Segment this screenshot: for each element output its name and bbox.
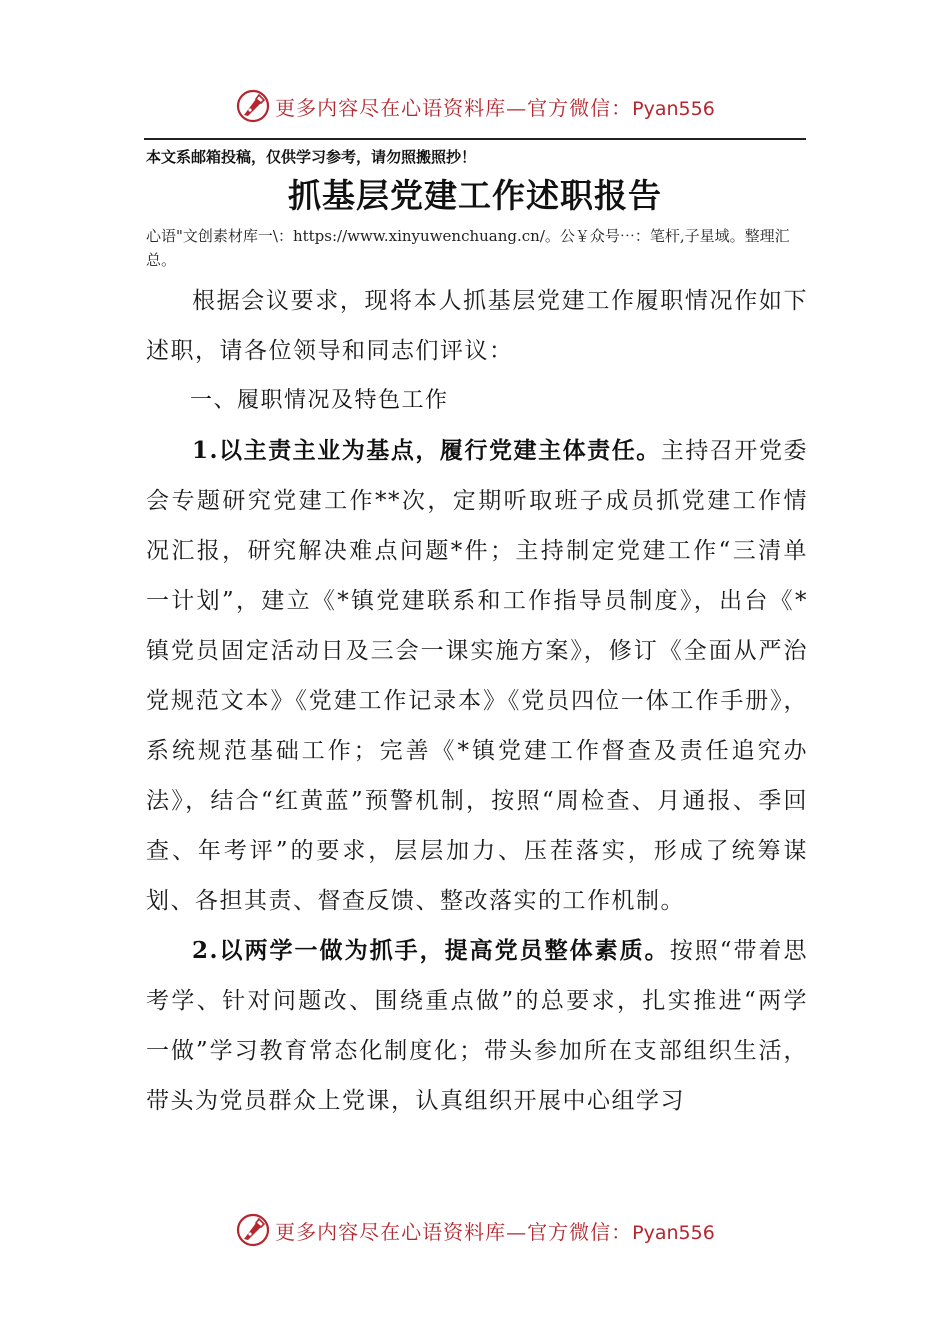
submission-notice: 本文系邮箱投稿，仅供学习参考，请勿照搬照抄！ bbox=[146, 148, 477, 166]
item-lead: 1.以主责主业为基点，履行党建主体责任。 bbox=[192, 437, 661, 464]
document-body bbox=[146, 276, 808, 1126]
item-paragraph bbox=[146, 926, 808, 1126]
banner-message: 更多内容尽在心语资料库—官方微信： bbox=[275, 95, 633, 120]
header-rule bbox=[144, 138, 806, 140]
header-banner bbox=[0, 84, 950, 128]
item-text: 按照“带着思考学、针对问题改、围绕重点做”的总要求，扎实推进“两学一做”学习教育常态化制度化；带头参加所在支部组织生活，带头为党员群众上党课，认真组织开展中心组学习 bbox=[146, 938, 808, 1114]
footer-banner bbox=[0, 1208, 950, 1252]
banner-text bbox=[275, 92, 715, 121]
wechat-handle: Pyan556 bbox=[632, 1221, 715, 1244]
item-text: 主持召开党委会专题研究党建工作**次，定期听取班子成员抓党建工作情况汇报，研究解决难点问题*件；主持制定党建工作“三清单一计划”，建立《*镇党建联系和工作指导员制度》，出台《*镇党员固定活动日及三会一课实施方案》，修订《全面从严治党规范文本》《党建工作记录本》《党员四位一体工作手册》，系统规范基础工作；完善《*镇党建工作督查及责任追究办法》，结合“红黄蓝”预警机制，按照“周检查、月通报、季回查、年考评”的要求，层层加力、压茬落实，形成了统筹谋划、各担其责、督查反馈、整改落实的工作机制。 bbox=[146, 438, 809, 914]
section-heading: 一、履职情况及特色工作 bbox=[190, 388, 449, 413]
item-lead: 2.以两学一做为抓手，提高党员整体素质。 bbox=[192, 937, 670, 964]
intro-paragraph: 根据会议要求，现将本人抓基层党建工作履职情况作如下述职，请各位领导和同志们评议： bbox=[146, 288, 808, 364]
banner-text bbox=[275, 1216, 715, 1245]
item-paragraph bbox=[146, 426, 808, 926]
pen-nib-logo-icon bbox=[235, 88, 271, 124]
wechat-handle: Pyan556 bbox=[632, 97, 715, 120]
document-title: 抓基层党建工作述职报告 bbox=[288, 176, 662, 215]
banner-message: 更多内容尽在心语资料库—官方微信： bbox=[275, 1219, 633, 1244]
source-line: 心语"文创素材库一\：https://www.xinyuwenchuang.cn/。公￥众号⋯：笔杆,子星域。整理汇总。 bbox=[146, 227, 790, 269]
pen-nib-logo-icon bbox=[235, 1212, 271, 1248]
